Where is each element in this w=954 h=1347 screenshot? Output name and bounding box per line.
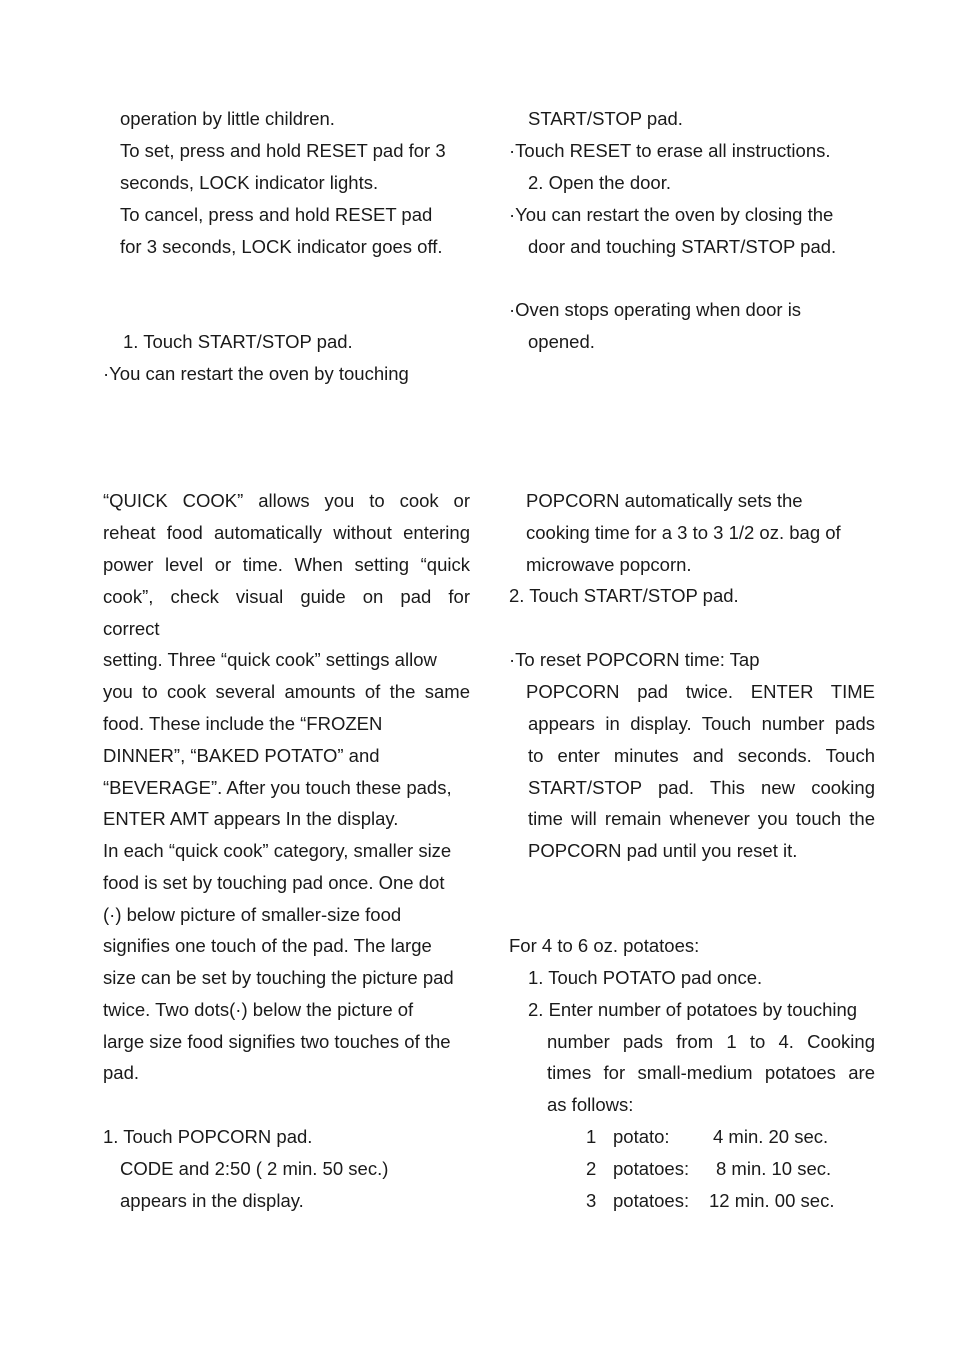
table-cell-time: 4 min. 20 sec. [713, 1126, 829, 1147]
table-cell-label: potatoes: [613, 1190, 690, 1211]
paragraph-line: signifies one touch of the pad. The large [103, 935, 432, 956]
paragraph-line: twice. Two dots(·) below the picture of [103, 999, 414, 1020]
text-line: To set, press and hold RESET pad for 3 [120, 140, 446, 161]
text-line: microwave popcorn. [526, 554, 692, 575]
paragraph-line: (·) below picture of smaller-size food [103, 904, 402, 925]
paragraph-line: times for small-medium potatoes are [547, 1062, 875, 1083]
text-line: For 4 to 6 oz. potatoes: [509, 935, 700, 956]
paragraph-line: you to cook several amounts of the same [103, 681, 470, 702]
step-text: 2. Touch START/STOP pad. [509, 585, 739, 606]
bullet-text: ·You can restart the oven by touching [103, 363, 409, 384]
step-text: 2. Enter number of potatoes by touching [528, 999, 858, 1020]
paragraph-line: number pads from 1 to 4. Cooking [547, 1031, 875, 1052]
text-line: operation by little children. [120, 108, 335, 129]
text-line: opened. [528, 331, 595, 352]
table-cell-time: 12 min. 00 sec. [709, 1190, 835, 1211]
text-line: door and touching START/STOP pad. [528, 236, 837, 257]
table-cell-count: 1 [586, 1126, 597, 1147]
paragraph-line: time will remain whenever you touch the [528, 808, 875, 829]
paragraph-line: as follows: [547, 1094, 634, 1115]
paragraph-line: to enter minutes and seconds. Touch [528, 745, 875, 766]
text-line: seconds, LOCK indicator lights. [120, 172, 379, 193]
table-cell-label: potatoes: [613, 1158, 690, 1179]
paragraph-line: “QUICK COOK” allows you to cook or [103, 490, 470, 511]
paragraph-line: POPCORN pad until you reset it. [528, 840, 798, 861]
paragraph-line: “BEVERAGE”. After you touch these pads, [103, 777, 452, 798]
paragraph-line: In each “quick cook” category, smaller size [103, 840, 452, 861]
text-line: for 3 seconds, LOCK indicator goes off. [120, 236, 443, 257]
paragraph-line: large size food signifies two touches of the [103, 1031, 451, 1052]
paragraph-line: power level or time. When setting “quick [103, 554, 470, 575]
paragraph-line: START/STOP pad. This new cooking [528, 777, 875, 798]
table-cell-count: 3 [586, 1190, 597, 1211]
paragraph-line: setting. Three “quick cook” settings allow [103, 649, 437, 670]
paragraph-line: appears in display. Touch number pads [528, 713, 875, 734]
paragraph-line: DINNER”, “BAKED POTATO” and [103, 745, 380, 766]
table-cell-time: 8 min. 10 sec. [716, 1158, 832, 1179]
table-cell-count: 2 [586, 1158, 597, 1179]
text-line: appears in the display. [120, 1190, 304, 1211]
bullet-text: ·To reset POPCORN time: Tap [509, 649, 760, 670]
table-cell-label: potato: [613, 1126, 670, 1147]
text-line: START/STOP pad. [528, 108, 683, 129]
bullet-text: ·Touch RESET to erase all instructions. [509, 140, 831, 161]
paragraph-line: food. These include the “FROZEN [103, 713, 383, 734]
step-text: 2. Open the door. [528, 172, 671, 193]
text-line: POPCORN automatically sets the [526, 490, 803, 511]
paragraph-line: reheat food automatically without entering [103, 522, 470, 543]
text-line: cooking time for a 3 to 3 1/2 oz. bag of [526, 522, 841, 543]
step-text: 1. Touch POTATO pad once. [528, 967, 763, 988]
paragraph-line: correct [103, 618, 160, 639]
paragraph-line: size can be set by touching the picture pad [103, 967, 454, 988]
bullet-text: ·Oven stops operating when door is [509, 299, 802, 320]
text-line: To cancel, press and hold RESET pad [120, 204, 433, 225]
paragraph-line: POPCORN pad twice. ENTER TIME [526, 681, 875, 702]
paragraph-line: ENTER AMT appears In the display. [103, 808, 399, 829]
step-text: 1. Touch POPCORN pad. [103, 1126, 313, 1147]
paragraph-line: food is set by touching pad once. One dot [103, 872, 445, 893]
text-line: CODE and 2:50 ( 2 min. 50 sec.) [120, 1158, 389, 1179]
step-text: 1. Touch START/STOP pad. [123, 331, 353, 352]
bullet-text: ·You can restart the oven by closing the [509, 204, 834, 225]
paragraph-line: cook”, check visual guide on pad for [103, 586, 470, 607]
paragraph-line: pad. [103, 1062, 140, 1083]
